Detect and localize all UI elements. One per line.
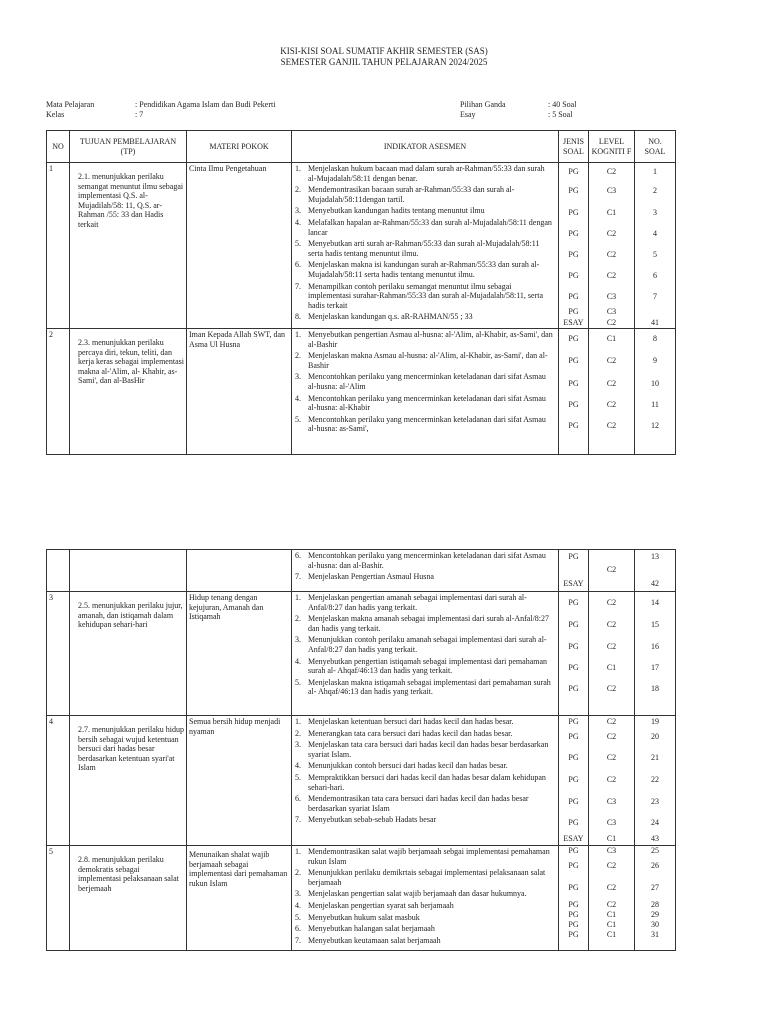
- pg-label: Pilihan Ganda: [460, 100, 506, 109]
- indicator-number: 5.: [295, 772, 301, 782]
- cognitive-level: C1: [606, 920, 617, 930]
- learning-objective: 2.3. menunjukkan perilaku percaya diri, tekun, teliti, dan kerja keras sebagai implementasi makna al-'Alim, al- Khabir, as-Sami', dan al-BasHir: [70, 329, 187, 455]
- indicator-number: 3.: [295, 372, 301, 382]
- indicator-item: [295, 936, 555, 948]
- cognitive-level: C2: [606, 900, 617, 910]
- indicator-number: 6.: [295, 794, 301, 804]
- indicator-item: [295, 678, 555, 699]
- document-subtitle: SEMESTER GANJIL TAHUN PELAJARAN 2024/2025: [280, 57, 488, 67]
- indicator-text: Menyebutkan keutamaan salat berjamaah: [308, 935, 441, 945]
- indicator-number: 1.: [295, 593, 301, 602]
- cognitive-level: C2: [606, 228, 617, 238]
- question-number: 5: [653, 249, 657, 259]
- question-type: PG: [568, 186, 579, 196]
- question-type: PG: [568, 291, 579, 301]
- question-number: 16: [651, 641, 659, 651]
- question-number-cell: [635, 846, 676, 951]
- cognitive-level: C2: [606, 753, 617, 763]
- question-number: 24: [651, 817, 659, 827]
- cognitive-level: C3: [606, 307, 617, 317]
- indicator-number: 6.: [295, 924, 301, 934]
- indicator-text: Menerangkan tata cara bersuci dari hadas kecil dan hadas besar.: [308, 728, 513, 738]
- indicator-list: [292, 329, 559, 455]
- indicator-number: 2.: [295, 185, 301, 195]
- indicator-number: 3.: [295, 889, 301, 899]
- row-number: [47, 550, 70, 592]
- indicator-item: [295, 657, 555, 678]
- indicator-item: [295, 572, 555, 584]
- cognitive-level: C2: [606, 732, 617, 742]
- question-number: 11: [651, 399, 659, 409]
- indicator-text: Menjelaskan kandungan q.s. aR-RAHMAN/55 ; 33: [308, 312, 473, 322]
- cognitive-level: C1: [606, 207, 617, 217]
- subject-value: : Pendidikan Agama Islam dan Budi Pekerti: [135, 100, 276, 109]
- indicator-text: Mencontohkan perilaku yang mencerminkan keteladanan dari sifat Asmau al-husna: al-'Alim: [308, 372, 546, 391]
- cognitive-level-cell: [589, 163, 635, 329]
- question-number: 20: [651, 732, 659, 742]
- question-number: 30: [651, 920, 659, 930]
- question-type: PG: [568, 271, 579, 281]
- indicator-item: [295, 206, 555, 218]
- question-type: PG: [568, 732, 579, 742]
- question-number: 29: [651, 910, 659, 920]
- column-header-indikator: INDIKATOR ASESMEN: [292, 131, 559, 163]
- row-number: 4: [47, 716, 70, 846]
- question-type: PG: [568, 399, 579, 409]
- indicator-item: [295, 761, 555, 773]
- question-number: 15: [651, 620, 659, 630]
- cognitive-level-cell: [589, 716, 635, 846]
- question-type: PG: [568, 846, 579, 856]
- indicator-text: Menyebutkan pengertian istiqamah sebagai implementasi dari pemahaman surah al- Ahqaf/46:13 dan hadis yang terkait.: [308, 656, 548, 676]
- question-number: 28: [651, 900, 659, 910]
- indicator-number: 7.: [295, 572, 301, 582]
- cognitive-level: C3: [606, 186, 617, 196]
- question-number-cell: [635, 329, 676, 455]
- indicator-number: 3.: [295, 740, 301, 750]
- question-number: 3: [653, 207, 657, 217]
- subject-matter: [187, 550, 292, 592]
- question-number: 10: [651, 378, 659, 388]
- question-number: 23: [651, 796, 659, 806]
- cognitive-level: C2: [606, 620, 617, 630]
- indicator-item: [295, 372, 555, 393]
- question-number: 21: [651, 753, 659, 763]
- question-number: 43: [651, 834, 659, 844]
- learning-objective: 2.1. menunjukkan perilaku semangat menuntut ilmu sebagai implementasi Q.S. al-Mujadilah/58: 11, Q.S. ar-Rahman /55: 33 dan Hadis terkait: [70, 163, 187, 329]
- column-header-nosoal: NO. SOAL: [635, 131, 676, 163]
- indicator-text: Menjelaskan tata cara bersuci dari hadas kecil dan hadas besar berdasarkan syariat Islam.: [308, 740, 549, 759]
- indicator-text: Menjelaskan makna amanah sebagai implementasi dari surah al-Anfal/8:27 dan hadis yang terkait.: [308, 614, 550, 633]
- indicator-number: 5.: [295, 912, 301, 922]
- question-number: 19: [651, 716, 659, 726]
- indicator-number: 1.: [295, 847, 301, 856]
- indicator-item: [295, 260, 555, 281]
- question-number-cell: [635, 163, 676, 329]
- indicator-item: [295, 312, 555, 324]
- cognitive-level: C2: [606, 641, 617, 651]
- indicator-number: 2.: [295, 351, 301, 361]
- indicator-number: 2.: [295, 614, 301, 624]
- indicator-number: 4.: [295, 217, 301, 227]
- indicator-item: [295, 351, 555, 372]
- pg-value: : 40 Soal: [548, 100, 577, 109]
- cognitive-level: C2: [606, 683, 617, 693]
- indicator-item: [295, 924, 555, 936]
- subject-matter: Menunaikan shalat wajib berjamaah sebagai implementasi dari pemahaman rukun Islam: [187, 846, 292, 951]
- indicator-item: [295, 394, 555, 415]
- table-row: [47, 716, 676, 846]
- indicator-number: 5.: [295, 677, 301, 687]
- row-number: 5: [47, 846, 70, 951]
- indicator-item: [295, 889, 555, 901]
- indicator-text: Mencontohkan perilaku yang mencerminkan keteladanan dari sifat Asmau al-husna: dan al-Bashir.: [308, 551, 546, 570]
- indicator-item: [295, 218, 555, 239]
- question-type: PG: [568, 420, 579, 430]
- question-type: PG: [568, 900, 579, 910]
- cognitive-level: C1: [606, 662, 617, 672]
- question-number: 18: [651, 683, 659, 693]
- cognitive-level: C3: [606, 846, 617, 856]
- question-number: 12: [651, 420, 659, 430]
- indicator-text: Menjelaskan makna isi kandungan surah ar-Rahman/55:33 dan surah al-Mujadalah/58:11 serta hadis tentang menuntut ilmu.: [308, 260, 540, 279]
- indicator-item: [295, 740, 555, 761]
- question-number: 1: [653, 166, 657, 176]
- subject-matter: Iman Kepada Allah SWT, dan Asma Ul Husna: [187, 329, 292, 455]
- table-row: [47, 163, 676, 329]
- indicator-text: Menjelaskan pengertian amanah sebagai implementasi dari surah al-Anfal/8:27 dan hadis yang terkait.: [308, 593, 527, 612]
- indicator-text: Menjelaskan ketentuan bersuci dari hadas kecil dan hadas besar.: [308, 717, 514, 726]
- indicator-text: Mencontohkan perilaku yang mencerminkan keteladanan dari sifat Asmau al-husna: al-Khabir: [308, 393, 546, 413]
- question-type: PG: [568, 683, 579, 693]
- row-number: 3: [47, 592, 70, 716]
- cognitive-level: C3: [606, 796, 617, 806]
- indicator-number: 5.: [295, 414, 301, 424]
- indicator-number: 3.: [295, 635, 301, 645]
- indicator-item: [295, 614, 555, 635]
- indicator-number: 7.: [295, 935, 301, 945]
- cognitive-level: C1: [606, 334, 617, 344]
- class-label: Kelas: [46, 110, 65, 119]
- cognitive-level: [589, 550, 634, 563]
- question-number: 26: [651, 861, 659, 871]
- question-type-cell: [559, 329, 589, 455]
- question-type: PG: [568, 883, 579, 893]
- indicator-item: [295, 847, 555, 868]
- subject-matter: Hidup tenang dengan kejujuran, Amanah dan Istiqamah: [187, 592, 292, 716]
- indicator-item: [295, 717, 555, 729]
- question-number: 6: [653, 271, 657, 281]
- subject-matter: Semua bersih hidup menjadi nyaman: [187, 716, 292, 846]
- cognitive-level: C1: [606, 910, 617, 920]
- question-number: 41: [651, 318, 659, 328]
- indicator-number: 7.: [295, 815, 301, 825]
- indicator-item: [295, 815, 555, 827]
- indicator-text: Menjelaskan Pengertian Asmaul Husna: [308, 572, 434, 582]
- indicator-number: 8.: [295, 312, 301, 322]
- question-type: [559, 563, 588, 577]
- learning-objective: 2.8. menunjukkan perilaku demokratis sebagai implementasi pelaksanaan salat berjemaah: [70, 846, 187, 951]
- learning-objective: 2.5. menunjukkan perilaku jujur, amanah, dan istiqamah dalam kehidupan sehari-hari: [70, 592, 187, 716]
- question-type: PG: [568, 356, 579, 366]
- indicator-number: 7.: [295, 281, 301, 291]
- question-number: 22: [651, 775, 659, 785]
- question-number: 8: [653, 334, 657, 344]
- indicator-number: 4.: [295, 393, 301, 403]
- cognitive-level: C2: [606, 716, 617, 726]
- indicator-item: [295, 330, 555, 351]
- indicator-list: [292, 550, 559, 592]
- cognitive-level: C2: [606, 249, 617, 259]
- indicator-item: [295, 773, 555, 794]
- indicator-text: Mempraktikkan bersuci dari hadas kecil dan hadas besar dalam kehidupan sehari-hari.: [308, 772, 546, 792]
- indicator-text: Menyebutkan sebab-sebab Hadats besar: [308, 815, 437, 825]
- question-type: PG: [568, 166, 579, 176]
- question-type: PG: [568, 662, 579, 672]
- indicator-text: Melafalkan hapalan ar-Rahman/55:33 dan surah al-Mujadalah/58:11 dengan lancar: [308, 217, 552, 237]
- indicator-text: Menyebutkan arti surah ar-Rahman/55:33 dan surah al-Mujadalah/58:11 serta hadis tentang menuntut ilmu.: [308, 239, 540, 258]
- cognitive-level: C2: [606, 166, 617, 176]
- question-number-cell: [635, 716, 676, 846]
- cognitive-level: C1: [606, 930, 617, 940]
- cognitive-level-cell: [589, 329, 635, 455]
- question-number-cell: [635, 592, 676, 716]
- question-type: PG: [568, 228, 579, 238]
- indicator-text: Menunjukkan perilaku demikrtais sebagai implementasi pelaksanaan salat berjamaah: [308, 868, 546, 887]
- cognitive-level: C2: [606, 883, 617, 893]
- row-number: 2: [47, 329, 70, 455]
- cognitive-level: C1: [606, 834, 617, 844]
- cognitive-level: C3: [606, 817, 617, 827]
- question-number: 7: [653, 291, 657, 301]
- cognitive-level-cell: [589, 592, 635, 716]
- question-number: 25: [651, 846, 659, 856]
- row-number: 1: [47, 163, 70, 329]
- column-header-jenis: JENIS SOAL: [559, 131, 589, 163]
- cognitive-level: C2: [606, 598, 617, 608]
- cognitive-level: C2: [606, 318, 617, 328]
- question-type: PG: [568, 641, 579, 651]
- question-type: PG: [568, 249, 579, 259]
- cognitive-level: C2: [606, 565, 617, 575]
- table-row: [47, 592, 676, 716]
- essay-value: : 5 Soal: [548, 110, 573, 119]
- indicator-list: [292, 846, 559, 951]
- column-header-level: LEVEL KOGNITI F: [589, 131, 635, 163]
- indicator-item: [295, 913, 555, 925]
- indicator-number: 1.: [295, 164, 301, 173]
- kisi-kisi-table-page-1: [46, 130, 676, 455]
- table-row: [47, 846, 676, 951]
- indicator-text: Mendemontrasikan bacaan surah ar-Rahman/55:33 dan surah al-Mujadalah/58:11dengan tartil.: [308, 185, 515, 204]
- learning-objective: 2.7. menunjukkan perilaku hidup bersih sebagai wujud ketentuan bersuci dari hadas besar berdasarkan ketentuan syari'at Islam: [70, 716, 187, 846]
- indicator-text: Menjelaskan pengertian salat wajib berjamaah dan dasar hukumnya.: [308, 889, 527, 899]
- cognitive-level: [589, 577, 634, 590]
- indicator-number: 2.: [295, 868, 301, 878]
- indicator-number: 1.: [295, 330, 301, 339]
- question-number-cell: [635, 550, 676, 592]
- indicator-number: 6.: [295, 260, 301, 270]
- indicator-text: Menyebutkan halangan salat berjamaah: [308, 924, 435, 934]
- question-type: PG: [568, 753, 579, 763]
- cognitive-level: C2: [606, 399, 617, 409]
- question-type: PG: [568, 551, 579, 561]
- table-row: [47, 550, 676, 592]
- indicator-item: [295, 239, 555, 260]
- question-number: 17: [651, 662, 659, 672]
- cognitive-level: C2: [606, 775, 617, 785]
- question-type-cell: [559, 716, 589, 846]
- question-number: [635, 563, 675, 577]
- indicator-text: Menjelaskan makna Asmau al-husna: al-'Alim, al-Khabir, as-Sami', dan al-Bashir: [308, 351, 548, 370]
- question-type-cell: [559, 592, 589, 716]
- indicator-text: Menyebutkan kandungan hadits tentang menuntut ilmu: [308, 206, 485, 216]
- document-title: KISI-KISI SOAL SUMATIF AKHIR SEMESTER (SAS): [280, 46, 488, 56]
- indicator-text: Mendemontrasikan salat wajib berjamaah sebgai implementasi pemahaman rukun Islam: [308, 847, 550, 866]
- indicator-item: [295, 868, 555, 889]
- indicator-list: [292, 592, 559, 716]
- question-type: PG: [568, 817, 579, 827]
- indicator-number: 4.: [295, 761, 301, 771]
- question-type: PG: [568, 716, 579, 726]
- question-type: PG: [568, 207, 579, 217]
- indicator-item: [295, 415, 555, 436]
- cognitive-level: C2: [606, 861, 617, 871]
- essay-label: Esay: [460, 110, 476, 119]
- question-type: PG: [568, 796, 579, 806]
- indicator-text: Menyebutkan pengertian Asmau al-husna: al-'Alim, al-Khabir, as-Sami', dan al-Bashir: [308, 330, 553, 349]
- indicator-number: 4.: [295, 656, 301, 666]
- question-type: PG: [568, 930, 579, 940]
- indicator-list: [292, 163, 559, 329]
- question-number: [635, 306, 675, 318]
- indicator-item: [295, 901, 555, 913]
- question-type: PG: [568, 920, 579, 930]
- indicator-item: [295, 185, 555, 206]
- cognitive-level: C2: [606, 378, 617, 388]
- indicator-number: 3.: [295, 206, 301, 216]
- indicator-number: 4.: [295, 900, 301, 910]
- question-number: 42: [651, 578, 659, 588]
- question-number: 9: [653, 356, 657, 366]
- cognitive-level: C2: [606, 420, 617, 430]
- question-type: ESAY: [563, 318, 584, 328]
- subject-label: Mata Pelajaran: [46, 100, 95, 109]
- question-type-cell: [559, 846, 589, 951]
- cognitive-level-cell: [589, 846, 635, 951]
- question-number: 2: [653, 186, 657, 196]
- indicator-number: 2.: [295, 728, 301, 738]
- column-header-no: NO: [47, 131, 70, 163]
- cognitive-level-cell: [589, 550, 635, 592]
- indicator-item: [295, 282, 555, 313]
- question-type: PG: [568, 910, 579, 920]
- question-type: PG: [568, 378, 579, 388]
- cognitive-level: C3: [606, 291, 617, 301]
- question-number: 31: [651, 930, 659, 940]
- question-type-cell: [559, 163, 589, 329]
- class-value: : 7: [135, 110, 144, 119]
- cognitive-level: C2: [606, 271, 617, 281]
- indicator-item: [295, 635, 555, 656]
- question-type-cell: [559, 550, 589, 592]
- indicator-text: Menunjukkan contoh bersuci dari hadas kecil dan hadas besar.: [308, 761, 508, 771]
- question-type: ESAY: [563, 578, 584, 588]
- indicator-text: Mendemontrasikan tata cara bersuci dari hadas kecil dan hadas besar berdasarkan syariat Islam: [308, 794, 529, 813]
- indicator-number: 5.: [295, 239, 301, 249]
- indicator-text: Menyebutkan hukum salat masbuk: [308, 912, 420, 922]
- question-type: PG: [568, 775, 579, 785]
- indicator-number: 1.: [295, 717, 301, 726]
- indicator-text: Menjelaskan makna istiqamah sebagai implementasi dari pemahaman surah al- Ahqaf/46:13 dan hadis yang terkait.: [308, 677, 551, 697]
- column-header-materi: MATERI POKOK: [187, 131, 292, 163]
- question-type: PG: [568, 334, 579, 344]
- learning-objective: [70, 550, 187, 592]
- question-number: 13: [651, 551, 659, 561]
- indicator-item: [295, 551, 555, 572]
- column-header-tp: TUJUAN PEMBELAJARAN (TP): [70, 131, 187, 163]
- question-type: PG: [568, 861, 579, 871]
- indicator-number: 6.: [295, 551, 301, 560]
- indicator-item: [295, 593, 555, 614]
- question-type: ESAY: [563, 834, 584, 844]
- question-type: PG: [568, 307, 579, 317]
- table-row: [47, 329, 676, 455]
- cognitive-level: C2: [606, 356, 617, 366]
- subject-matter: Cinta Ilmu Pengetahuan: [187, 163, 292, 329]
- question-type: PG: [568, 598, 579, 608]
- question-type: PG: [568, 620, 579, 630]
- question-number: 14: [651, 598, 659, 608]
- indicator-text: Menjelaskan pengertian syarat sah berjamaah: [308, 900, 454, 910]
- kisi-kisi-table-page-2: [46, 549, 676, 951]
- question-number: 27: [651, 883, 659, 893]
- indicator-text: Menampilkan contoh perilaku semangat menuntut ilmu sebagai implementasi surahar-Rahman/55:33 dan surah al-Mujadalah/58:11, serta hadis terkait: [308, 281, 544, 310]
- indicator-text: Menjelaskan hukum bacaan mad dalam surah ar-Rahman/55:33 dan surah al-Mujadalah/58:11 dengan benar.: [308, 164, 545, 183]
- indicator-text: Menunjukkan contoh perilaku amanah sebagai implementasi dari surah al-Anfal/8:27 dan hadis yang terkait.: [308, 635, 547, 654]
- indicator-item: [295, 729, 555, 741]
- indicator-item: [295, 164, 555, 185]
- question-number: 4: [653, 228, 657, 238]
- indicator-list: [292, 716, 559, 846]
- indicator-text: Mencontohkan perilaku yang mencerminkan keteladanan dari sifat Asmau al-husna: as-Sami',: [308, 414, 546, 434]
- indicator-item: [295, 794, 555, 815]
